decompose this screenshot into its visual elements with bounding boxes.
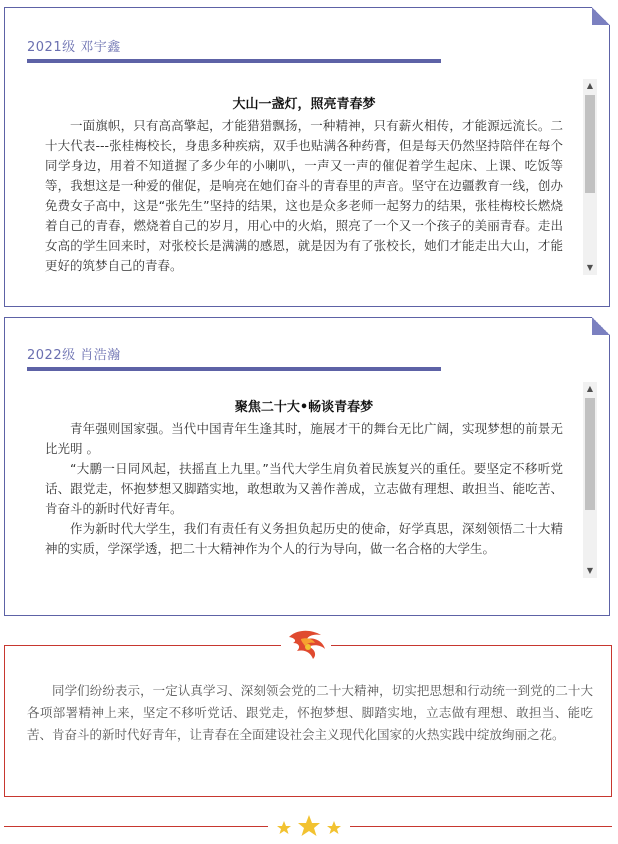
scroll-content bbox=[45, 79, 563, 275]
article-card-2 bbox=[4, 317, 610, 616]
page-fold-icon bbox=[592, 317, 610, 335]
scrollbar[interactable] bbox=[583, 382, 597, 578]
flame-icon bbox=[281, 625, 331, 661]
author-underline bbox=[27, 59, 441, 63]
scroll-content bbox=[45, 382, 563, 559]
summary-text: 同学们纷纷表示，一定认真学习、深刻领会党的二十大精神，切实把思想和行动统一到党的二十大各项部署精神上来，坚定不移听党话、跟党走，怀抱梦想、脚踏实地，立志做有理想、敢担当、能吃苦、肯奋斗的新时代好青年，让青春在全面建设社会主义现代化国家的火热实践中绽放绚丽之花。 bbox=[27, 683, 593, 742]
scroll-down-icon[interactable]: ▼ bbox=[586, 566, 594, 575]
page-fold-icon bbox=[592, 7, 610, 25]
scroll-up-icon[interactable]: ▲ bbox=[586, 384, 594, 393]
scroll-up-icon[interactable]: ▲ bbox=[586, 81, 594, 90]
summary-box bbox=[4, 645, 612, 797]
article-title: 聚焦二十大•畅谈青春梦 bbox=[234, 400, 374, 415]
article-body: 一面旗帜，只有高高擎起，才能猎猎飘扬，一种精神，只有薪火相传，才能源远流长。二十大代表---张桂梅校长，身患多种疾病，双手也贴满各种药膏，但是每天仍然坚持陪伴在每个同学身边，用着不知道握了多少年的小喇叭，一声又一声的催促着学生起床、上课、吃饭等等，我想这是一种爱的催促，是响亮在她们奋斗的青春里的声音。坚守在边疆教育一线，创办免费女子高中，这是“张先生”坚持的结果，这也是众多老师一起努力的结果，张桂梅校长燃烧着自己的青春，燃烧着自己的岁月，用心中的火焰，照亮了一个又一个孩子的美丽青春。走出女高的学生回来时，对张校长是满满的感恩，就是因为有了张校长，她们才能走出大山，才能更好的筑梦自己的青春。 bbox=[45, 118, 563, 273]
scroll-down-icon[interactable]: ▼ bbox=[586, 263, 594, 272]
article-paragraph: “大鹏一日同风起，扶摇直上九里。”当代大学生肩负着民族复兴的重任。要坚定不移听党话、跟党走，怀抱梦想又脚踏实地，敢想敢为又善作善成，立志做有理想、敢担当、能吃苦、肯奋斗的新时代好青年。 bbox=[45, 461, 563, 516]
scroll-panel[interactable] bbox=[45, 382, 597, 578]
scroll-panel[interactable] bbox=[45, 79, 597, 275]
author-underline bbox=[27, 367, 441, 371]
scrollbar-thumb[interactable] bbox=[585, 398, 595, 510]
stars-icon bbox=[268, 812, 350, 840]
divider-line-left bbox=[4, 826, 272, 827]
article-paragraph: 作为新时代大学生，我们有责任有义务担负起历史的使命，好学真思，深刻领悟二十大精神的实质，学深学透，把二十大精神作为个人的行为导向，做一名合格的大学生。 bbox=[45, 521, 563, 556]
author-label: 2021级 邓宇鑫 bbox=[27, 40, 121, 55]
divider-line-right bbox=[346, 826, 612, 827]
article-paragraph: 青年强则国家强。当代中国青年生逢其时，施展才干的舞台无比广阔，实现梦想的前景无比光明 。 bbox=[45, 421, 563, 456]
author-label: 2022级 肖浩瀚 bbox=[27, 348, 121, 363]
scrollbar-thumb[interactable] bbox=[585, 95, 595, 193]
article-title: 大山一盏灯，照亮青春梦 bbox=[232, 97, 376, 112]
article-card-1 bbox=[4, 7, 610, 307]
scrollbar[interactable] bbox=[583, 79, 597, 275]
